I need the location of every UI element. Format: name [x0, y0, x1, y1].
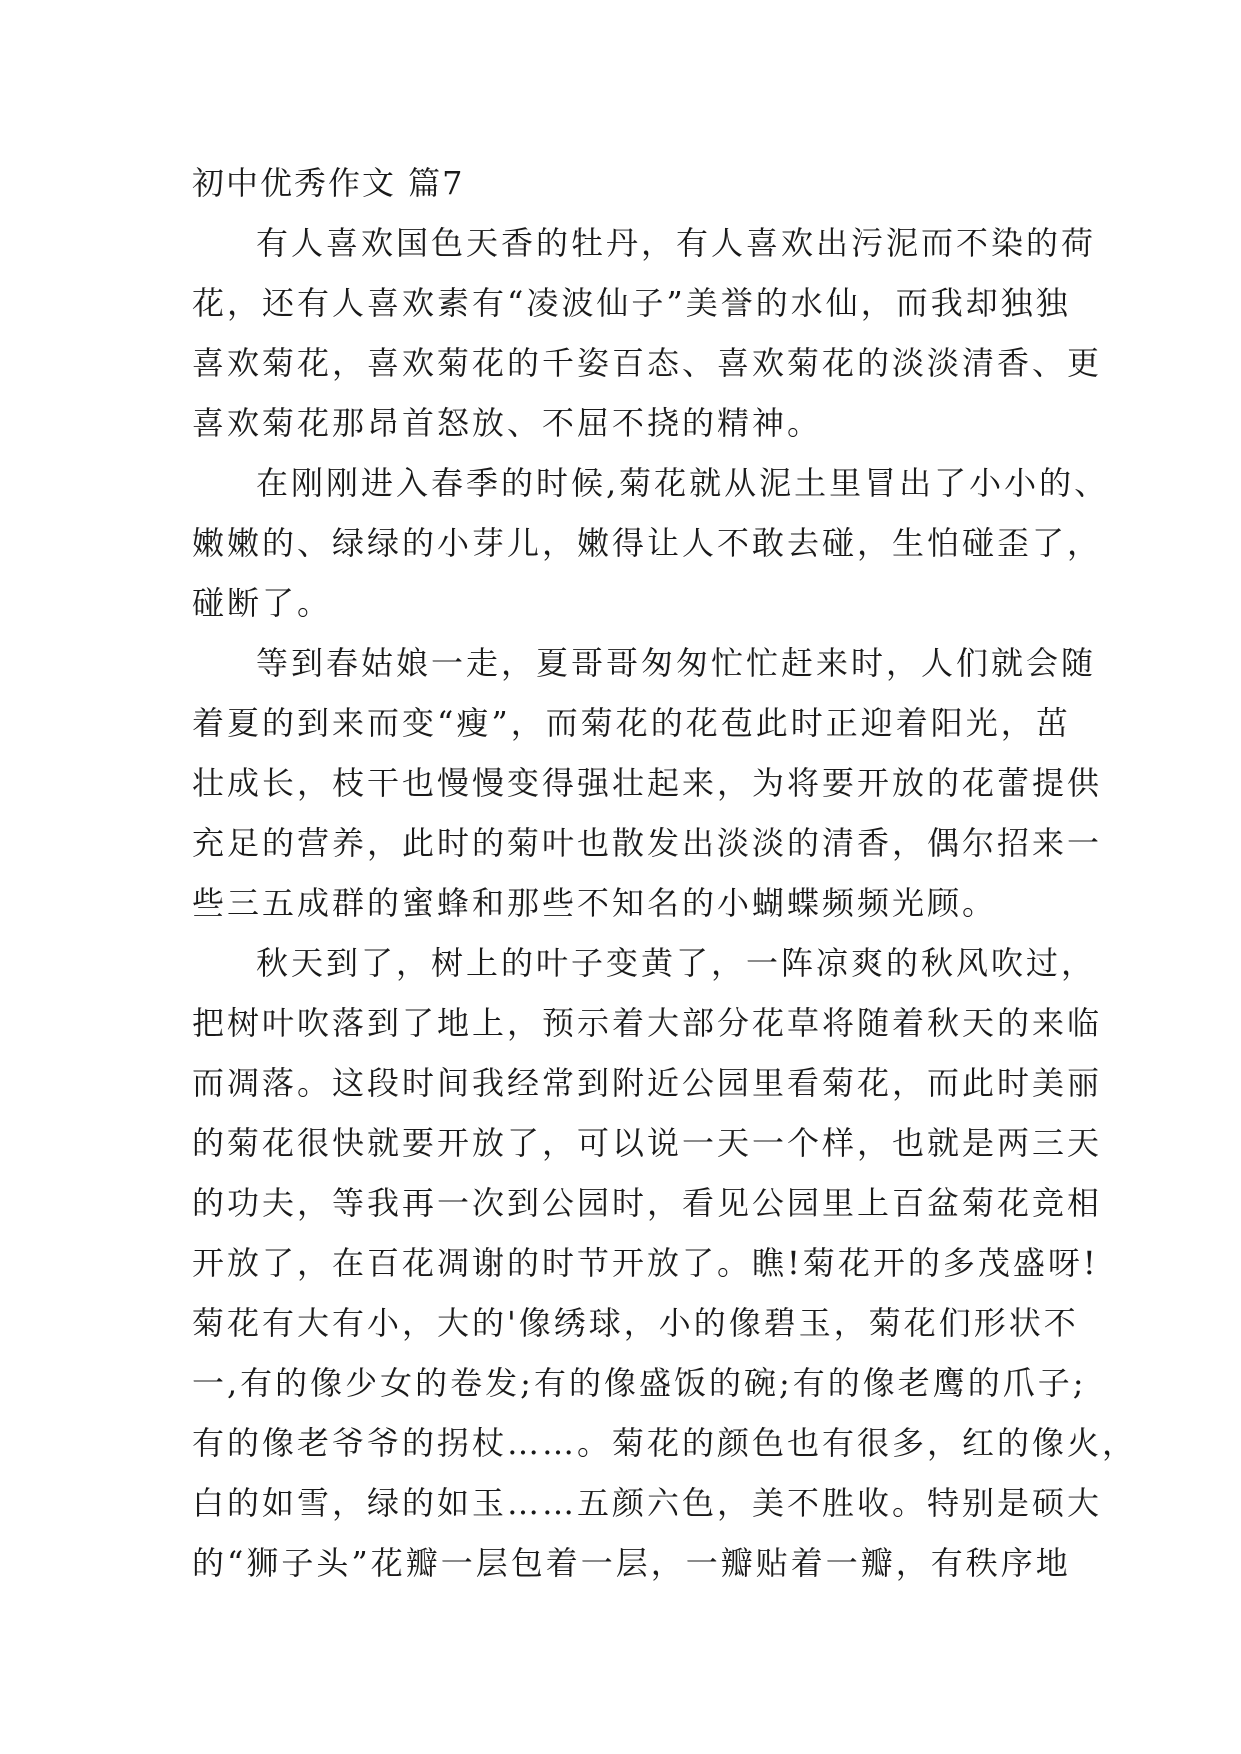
- paragraph-line: 开放了，在百花凋谢的时节开放了。瞧!菊花开的多茂盛呀!: [192, 1244, 1099, 1282]
- paragraph-line: 喜欢菊花那昂首怒放、不屈不挠的精神。: [192, 404, 823, 442]
- paragraph-line: 一,有的像少女的卷发;有的像盛饭的碗;有的像老鹰的爪子;: [192, 1364, 1087, 1402]
- paragraph-line: 的功夫，等我再一次到公园时，看见公园里上百盆菊花竞相: [192, 1184, 1103, 1222]
- page-title: 初中优秀作文 篇7: [192, 164, 465, 202]
- paragraph-line: 有人喜欢国色天香的牡丹，有人喜欢出污泥而不染的荷: [256, 224, 1097, 262]
- paragraph-line: 壮成长，枝干也慢慢变得强壮起来，为将要开放的花蕾提供: [192, 764, 1103, 802]
- paragraph-line: 喜欢菊花，喜欢菊花的千姿百态、喜欢菊花的淡淡清香、更: [192, 344, 1103, 382]
- paragraph-line: 充足的营养，此时的菊叶也散发出淡淡的清香，偶尔招来一: [192, 824, 1103, 862]
- paragraph-line: 碰断了。: [192, 584, 333, 622]
- paragraph-line: 花，还有人喜欢素有“凌波仙子”美誉的水仙，而我却独独: [192, 284, 1071, 322]
- paragraph-line: 的“狮子头”花瓣一层包着一层，一瓣贴着一瓣，有秩序地: [192, 1544, 1071, 1582]
- paragraph-line: 把树叶吹落到了地上，预示着大部分花草将随着秋天的来临: [192, 1004, 1103, 1042]
- paragraph-line: 的菊花很快就要开放了，可以说一天一个样，也就是两三天: [192, 1124, 1103, 1162]
- paragraph-line: 有的像老爷爷的拐杖……。菊花的颜色也有很多，红的像火，: [192, 1424, 1138, 1462]
- paragraph-line: 等到春姑娘一走，夏哥哥匆匆忙忙赶来时，人们就会随: [256, 644, 1097, 682]
- paragraph-line: 而凋落。这段时间我经常到附近公园里看菊花，而此时美丽: [192, 1064, 1103, 1102]
- paragraph-line: 在刚刚进入春季的时候,菊花就从泥土里冒出了小小的、: [256, 464, 1110, 502]
- paragraph-line: 菊花有大有小，大的'像绣球，小的像碧玉，菊花们形状不: [192, 1304, 1079, 1342]
- paragraph-line: 秋天到了，树上的叶子变黄了，一阵凉爽的秋风吹过，: [256, 944, 1097, 982]
- paragraph-line: 白的如雪，绿的如玉……五颜六色，美不胜收。特别是硕大: [192, 1484, 1103, 1522]
- paragraph-line: 着夏的到来而变“瘦”，而菊花的花苞此时正迎着阳光，茁: [192, 704, 1071, 742]
- paragraph-line: 嫩嫩的、绿绿的小芽儿，嫩得让人不敢去碰，生怕碰歪了，: [192, 524, 1103, 562]
- paragraph-line: 些三五成群的蜜蜂和那些不知名的小蝴蝶频频光顾。: [192, 884, 998, 922]
